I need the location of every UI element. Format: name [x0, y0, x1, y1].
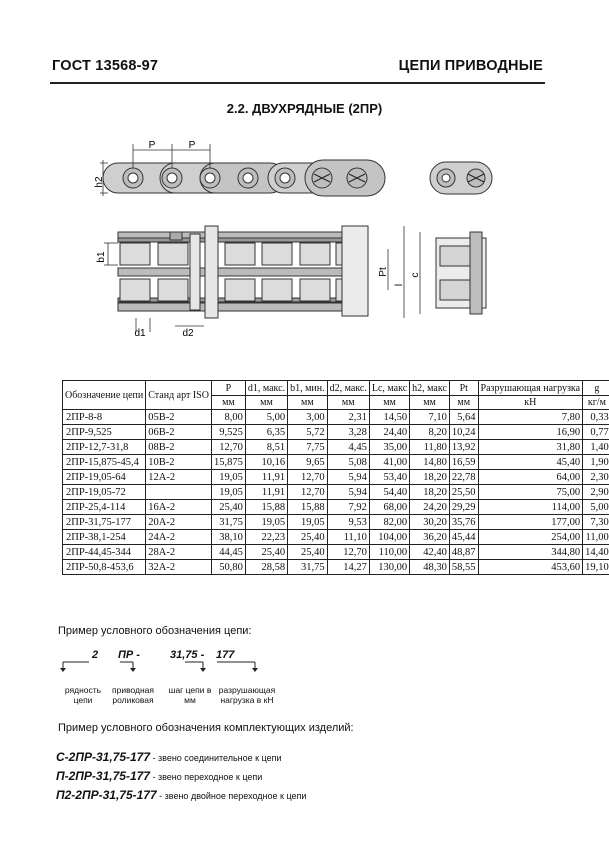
- table-cell: 2ПР-15,875-45,4: [63, 455, 146, 470]
- header-d2: d2, макс.: [327, 381, 369, 396]
- table-cell: 22,23: [245, 530, 287, 545]
- unit-cell: мм: [327, 396, 369, 410]
- chain-side-view: [103, 160, 492, 196]
- table-cell: 114,00: [478, 500, 583, 515]
- table-cell: 32А-2: [146, 560, 212, 575]
- table-cell: 19,05: [245, 515, 287, 530]
- table-cell: 7,10: [410, 410, 450, 425]
- component-code: П-2ПР-31,75-177: [56, 769, 150, 783]
- component-item: [56, 767, 262, 785]
- table-row: [63, 560, 609, 575]
- component-text: - звено соединительное к цепи: [150, 753, 282, 763]
- table-cell: 13,92: [449, 440, 478, 455]
- header-p: P: [211, 381, 245, 396]
- table-cell: 82,00: [369, 515, 409, 530]
- table-cell: 110,00: [369, 545, 409, 560]
- table-cell: 14,80: [410, 455, 450, 470]
- table-cell: 1,90: [583, 455, 609, 470]
- table-cell: 31,80: [478, 440, 583, 455]
- example-part-load: 177: [216, 649, 235, 661]
- table-cell: 31,75: [288, 560, 328, 575]
- table-row: [63, 410, 609, 425]
- desc-pitch: шаг цепи в мм: [168, 685, 212, 705]
- table-cell: 35,00: [369, 440, 409, 455]
- component-code: С-2ПР-31,75-177: [56, 750, 151, 764]
- table-cell: 11,80: [410, 440, 450, 455]
- table-cell: 10В-2: [146, 455, 212, 470]
- table-cell: 2,31: [327, 410, 369, 425]
- table-cell: 64,00: [478, 470, 583, 485]
- table-cell: 2ПР-44,45-344: [63, 545, 146, 560]
- table-cell: 11,10: [327, 530, 369, 545]
- table-cell: 104,00: [369, 530, 409, 545]
- l-label: l: [394, 283, 405, 287]
- table-cell: 2,30: [583, 470, 609, 485]
- unit-cell: мм: [369, 396, 409, 410]
- desc-type: приводная роликовая: [111, 685, 155, 705]
- table-cell: 8,20: [410, 425, 450, 440]
- table-row: [63, 545, 609, 560]
- table-cell: 2ПР-25,4-114: [63, 500, 146, 515]
- table-cell: 5,08: [327, 455, 369, 470]
- table-cell: 14,27: [327, 560, 369, 575]
- table-row: [63, 440, 609, 455]
- unit-cell: мм: [211, 396, 245, 410]
- table-cell: 19,05: [288, 515, 328, 530]
- table-cell: 20А-2: [146, 515, 212, 530]
- chain-technical-drawing: [0, 120, 609, 342]
- table-cell: 44,45: [211, 545, 245, 560]
- table-cell: 2ПР-19,05-72: [63, 485, 146, 500]
- example-part-rows: 2: [92, 649, 99, 661]
- table-cell: 12,70: [211, 440, 245, 455]
- pt-label: Pt: [378, 267, 389, 277]
- header-pt: Pt: [449, 381, 478, 396]
- table-cell: 25,40: [288, 545, 328, 560]
- component-code: П2-2ПР-31,75-177: [56, 788, 157, 802]
- chain-spec-table: [62, 380, 609, 575]
- table-cell: 0,33: [583, 410, 609, 425]
- example-part-pitch: 31,75 -: [170, 649, 205, 661]
- table-cell: 36,20: [410, 530, 450, 545]
- d1-label: d1: [134, 328, 146, 339]
- desc-rows: рядность цепи: [64, 685, 102, 705]
- table-row: [63, 500, 609, 515]
- table-cell: 25,40: [245, 545, 287, 560]
- table-cell: 42,40: [410, 545, 450, 560]
- table-cell: 58,55: [449, 560, 478, 575]
- table-cell: 75,00: [478, 485, 583, 500]
- header-rule: [50, 82, 545, 84]
- table-cell: 38,10: [211, 530, 245, 545]
- table-cell: 53,40: [369, 470, 409, 485]
- table-cell: 12,70: [327, 545, 369, 560]
- component-text: - звено переходное к цепи: [149, 772, 263, 782]
- table-cell: 2ПР-19,05-64: [63, 470, 146, 485]
- unit-cell: мм: [288, 396, 328, 410]
- table-cell: 19,10: [583, 560, 609, 575]
- pitch-label-1: P: [148, 140, 156, 151]
- table-cell: 28,58: [245, 560, 287, 575]
- unit-cell: кг/м: [583, 396, 609, 410]
- table-cell: 10,16: [245, 455, 287, 470]
- table-cell: 18,20: [410, 485, 450, 500]
- standard-code: ГОСТ 13568-97: [52, 58, 159, 74]
- table-cell: 18,20: [410, 470, 450, 485]
- unit-cell: мм: [449, 396, 478, 410]
- chain-plan-view: [118, 226, 486, 318]
- table-cell: 16,59: [449, 455, 478, 470]
- table-cell: 7,75: [288, 440, 328, 455]
- table-cell: 25,50: [449, 485, 478, 500]
- c-label: c: [410, 272, 421, 278]
- table-cell: 25,40: [288, 530, 328, 545]
- table-cell: 24А-2: [146, 530, 212, 545]
- table-cell: 2ПР-38,1-254: [63, 530, 146, 545]
- table-body: [63, 410, 609, 575]
- table-cell: 48,30: [410, 560, 450, 575]
- table-cell: 19,05: [211, 485, 245, 500]
- table-cell: 22,78: [449, 470, 478, 485]
- table-cell: 2,90: [583, 485, 609, 500]
- unit-cell: мм: [410, 396, 450, 410]
- table-cell: 15,88: [288, 500, 328, 515]
- table-cell: 9,65: [288, 455, 328, 470]
- component-text: - звено двойное переходное к цепи: [156, 791, 307, 801]
- table-cell: 2ПР-8-8: [63, 410, 146, 425]
- table-cell: 31,75: [211, 515, 245, 530]
- table-cell: 1,40: [583, 440, 609, 455]
- table-cell: 45,44: [449, 530, 478, 545]
- table-cell: 5,94: [327, 470, 369, 485]
- table-cell: 2ПР-31,75-177: [63, 515, 146, 530]
- table-cell: 7,80: [478, 410, 583, 425]
- d2-label: d2: [182, 328, 194, 339]
- document-category: ЦЕПИ ПРИВОДНЫЕ: [398, 58, 543, 74]
- table-cell: 14,40: [583, 545, 609, 560]
- table-row: [63, 425, 609, 440]
- unit-cell: кН: [478, 396, 583, 410]
- table-cell: 8,51: [245, 440, 287, 455]
- table-cell: 14,50: [369, 410, 409, 425]
- table-cell: 30,20: [410, 515, 450, 530]
- table-cell: 11,91: [245, 485, 287, 500]
- table-cell: 130,00: [369, 560, 409, 575]
- table-cell: 9,525: [211, 425, 245, 440]
- table-cell: 08В-2: [146, 440, 212, 455]
- h2-label: h2: [94, 176, 105, 188]
- table-cell: 5,64: [449, 410, 478, 425]
- table-cell: 2ПР-50,8-453,6: [63, 560, 146, 575]
- table-cell: 45,40: [478, 455, 583, 470]
- table-cell: 0,77: [583, 425, 609, 440]
- table-row: [63, 485, 609, 500]
- table-cell: 41,00: [369, 455, 409, 470]
- b1-label: b1: [96, 251, 107, 263]
- table-cell: 6,35: [245, 425, 287, 440]
- table-cell: 453,60: [478, 560, 583, 575]
- table-cell: 177,00: [478, 515, 583, 530]
- table-cell: 24,40: [369, 425, 409, 440]
- table-cell: 5,72: [288, 425, 328, 440]
- table-cell: 29,29: [449, 500, 478, 515]
- section-title: 2.2. ДВУХРЯДНЫЕ (2ПР): [226, 101, 383, 116]
- header-g: g: [583, 381, 609, 396]
- table-cell: 11,00: [583, 530, 609, 545]
- example-part-type: ПР -: [118, 649, 140, 661]
- table-cell: 9,53: [327, 515, 369, 530]
- table-header-row: [63, 381, 609, 396]
- table-cell: 25,40: [211, 500, 245, 515]
- component-item: [56, 748, 282, 766]
- table-cell: 54,40: [369, 485, 409, 500]
- table-cell: 5,94: [327, 485, 369, 500]
- table-cell: 12,70: [288, 470, 328, 485]
- table-cell: 48,87: [449, 545, 478, 560]
- desc-load: разрушающая нагрузка в кН: [218, 685, 276, 705]
- table-cell: 16,90: [478, 425, 583, 440]
- header-d1: d1, макс.: [245, 381, 287, 396]
- table-cell: 5,00: [583, 500, 609, 515]
- header-lc: Lc, макс: [369, 381, 409, 396]
- components-title: Пример условного обозначения комплектующих изделий:: [58, 722, 354, 734]
- table-cell: 15,88: [245, 500, 287, 515]
- component-item: [56, 786, 306, 804]
- table-cell: 68,00: [369, 500, 409, 515]
- table-cell: 50,80: [211, 560, 245, 575]
- unit-cell: мм: [245, 396, 287, 410]
- table-cell: 7,30: [583, 515, 609, 530]
- table-row: [63, 530, 609, 545]
- table-cell: 12А-2: [146, 470, 212, 485]
- header-iso: Станд арт ISO: [146, 381, 212, 410]
- table-cell: 28А-2: [146, 545, 212, 560]
- table-cell: 16А-2: [146, 500, 212, 515]
- table-cell: 3,00: [288, 410, 328, 425]
- table-cell: 11,91: [245, 470, 287, 485]
- table-cell: 4,45: [327, 440, 369, 455]
- header-designation: Обозначение цепи: [63, 381, 146, 410]
- table-cell: 10,24: [449, 425, 478, 440]
- table-cell: 5,00: [245, 410, 287, 425]
- header-h2: h2, макс: [410, 381, 450, 396]
- table-cell: 12,70: [288, 485, 328, 500]
- table-row: [63, 470, 609, 485]
- header-load: Разрушающая нагрузка: [478, 381, 583, 396]
- header-b1: b1, мин.: [288, 381, 328, 396]
- example-title: Пример условного обозначения цепи:: [58, 625, 252, 637]
- table-cell: 344,80: [478, 545, 583, 560]
- table-cell: 2ПР-9,525: [63, 425, 146, 440]
- table-cell: 35,76: [449, 515, 478, 530]
- table-cell: 7,92: [327, 500, 369, 515]
- table-row: [63, 515, 609, 530]
- table-cell: 2ПР-12,7-31,8: [63, 440, 146, 455]
- table-cell: 254,00: [478, 530, 583, 545]
- table-cell: 3,28: [327, 425, 369, 440]
- table-cell: 19,05: [211, 470, 245, 485]
- table-cell: 05В-2: [146, 410, 212, 425]
- table-cell: 24,20: [410, 500, 450, 515]
- table-row: [63, 455, 609, 470]
- pitch-label-2: P: [188, 140, 196, 151]
- table-cell: 15,875: [211, 455, 245, 470]
- table-cell: 8,00: [211, 410, 245, 425]
- table-cell: [146, 485, 212, 500]
- table-cell: 06В-2: [146, 425, 212, 440]
